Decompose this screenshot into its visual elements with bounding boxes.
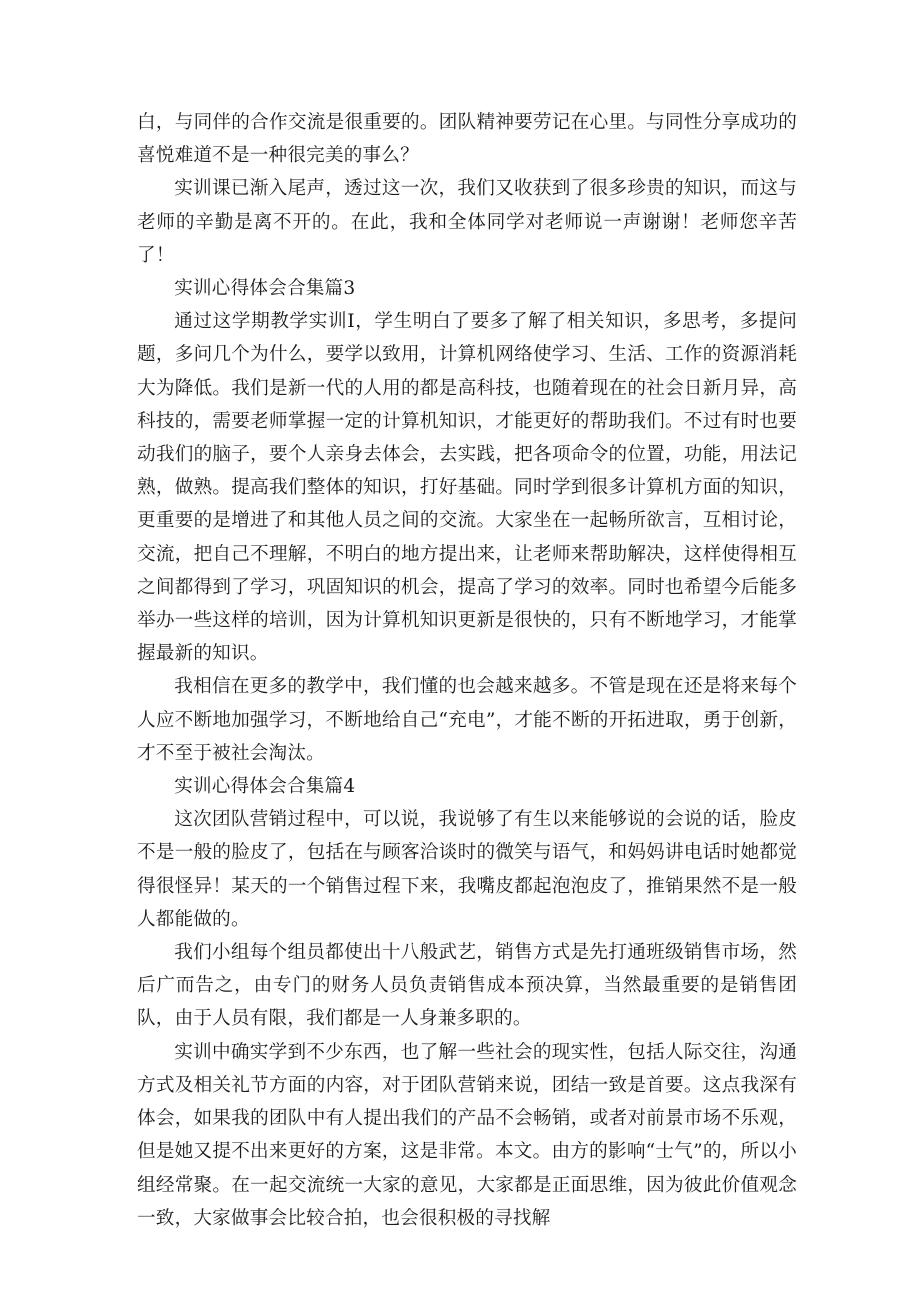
paragraph-training-computer: 通过这学期教学实训I，学生明白了要多了解了相关知识，多思考，多提问题，多问几个为什么，要学以致用，计算机网络使学习、生活、工作的资源消耗大为降低。我们是新一代的人用的都是高科技，也随着现在的社会日新月异，高科技的，需要老师掌握一定的计算机知识，才能更好的帮助我们。不过有时也要动我们的脑子，要个人亲身去体会，去实践，把各项命令的位置，功能，用法记熟，做熟。提高我们整体的知识，打好基础。同时学到很多计算机方面的知识，更重要的是增进了和其他人员之间的交流。大家坐在一起畅所欲言，互相讨论，交流，把自己不理解，不明白的地方提出来，让老师来帮助解决，这样使得相互之间都得到了学习，巩固知识的机会，提高了学习的效率。同时也希望今后能多举办一些这样的培训，因为计算机知识更新是很快的，只有不断地学习，才能掌握最新的知识。 [137, 311, 797, 665]
paragraph-thanks: 实训课已渐入尾声，透过这一次，我们又收获到了很多珍贵的知识，而这与老师的辛勤是离不开的。在此，我和全体同学对老师说一声谢谢！老师您辛苦了！ [137, 178, 797, 266]
paragraph-group-members: 我们小组每个组员都使出十八般武艺，销售方式是先打通班级销售市场，然后广而告之，由专门的财务人员负责销售成本预决算，当然最重要的是销售团队，由于人员有限，我们都是一人身兼多职的。 [137, 942, 797, 1030]
paragraph-learning-more: 我相信在更多的教学中，我们懂的也会越来越多。不管是现在还是将来每个人应不断地加强学习，不断地给自己“充电”，才能不断的开拓进取，勇于创新，才不至于被社会淘汰。 [137, 676, 797, 764]
section-heading-4: 实训心得体会合集篇4 [174, 776, 356, 798]
paragraph-continued: 白，与同伴的合作交流是很重要的。团队精神要劳记在心里。与同性分享成功的喜悦难道不是一种很完美的事么？ [137, 112, 797, 167]
paragraph-team-marketing: 这次团队营销过程中，可以说，我说够了有生以来能够说的会说的话，脸皮不是一般的脸皮了，包括在与顾客洽谈时的微笑与语气，和妈妈讲电话时她都觉得很怪异！某天的一个销售过程下来，我嘴皮都起泡泡皮了，推销果然不是一般人都能做的。 [137, 809, 797, 930]
section-heading-3: 实训心得体会合集篇3 [174, 278, 356, 300]
paragraph-training-learned: 实训中确实学到不少东西，也了解一些社会的现实性，包括人际交往，沟通方式及相关礼节方面的内容，对于团队营销来说，团结一致是首要。这点我深有体会，如果我的团队中有人提出我们的产品不会畅销，或者对前景市场不乐观，但是她又提不出来更好的方案，这是非常。本文。由方的影响“士气”的，所以小组经常聚。在一起交流统一大家的意见，大家都是正面思维，因为彼此价值观念一致，大家做事会比较合拍，也会很积极的寻找解 [137, 1041, 797, 1229]
document-body [137, 106, 797, 1235]
